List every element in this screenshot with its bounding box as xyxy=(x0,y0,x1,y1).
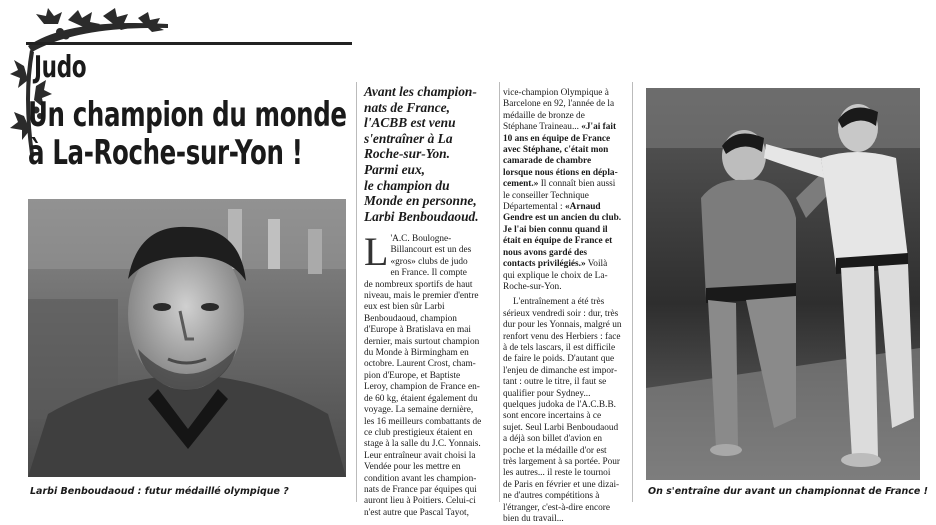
column-divider xyxy=(632,82,633,502)
column-2-text: vice-champion Olympique à Barcelone en 92, l'année de la médaille de bronze de Stéphane Traineau... xyxy=(503,88,615,133)
column-divider xyxy=(499,82,500,502)
headline-line-1: Un champion du monde xyxy=(28,95,347,135)
column-1-text: 'A.C. Boulogne- Billancourt est un des «gros» clubs de judo en France. Il compte de nombreux sportifs de haut niveau, mais le premier d'entre eux est bien sûr Larbi Benboudaoud, champion d'Europe à Bratislava en mai dernier, mais surtout champion du Monde à Birmingham en octobre. Laurent Crost, cham- pion d'Europe, et Baptiste Leroy, champion de France en- de 60 kg, étaient également du voyage. La semaine dernière, les 16 meilleurs combattants de ce club prestigieux étaient en stage à la salle du J.C. Yonnais. Leur entraîneur avait choisi la Vendée pour les mettre en condition avant les champion- nats de France par équipes qui auront lieu à Poitiers. Celui-ci n'est autre que Pascal Tayot, xyxy=(364,234,482,518)
training-caption: On s'entraîne dur avant un championnat de France ! xyxy=(648,486,928,497)
header-rule xyxy=(26,42,352,45)
portrait-photo xyxy=(28,199,346,477)
quote-traineau: «J'ai fait 10 ans en équipe de France avec Stéphane, c'était mon camarade de chambre lorsque nous étions en dépla- cement.» xyxy=(503,122,618,190)
training-photo xyxy=(646,88,920,480)
column-2-text: Il connaît bien aussi le conseiller Technique Départemental : xyxy=(503,179,616,213)
column-2-paragraph-1 xyxy=(503,88,627,293)
column-2-text: Voilà qui explique le choix de La- Roche-sur-Yon. xyxy=(503,259,608,292)
portrait-caption: Larbi Benboudaoud : futur médaillé olympique ? xyxy=(30,486,289,497)
column-divider xyxy=(356,82,357,502)
headline xyxy=(28,96,366,172)
article-column-2 xyxy=(503,88,627,525)
lead-text: Avant les champion- nats de France, l'ACBB est venu s'entraîner à La Roche-sur-Yon. Parmi eux, le champion du Monde en personne, Larbi Benboudaoud. xyxy=(364,84,479,224)
section-label: Judo xyxy=(34,50,87,85)
article-lead xyxy=(364,84,496,224)
headline-line-2: à La-Roche-sur-Yon ! xyxy=(28,133,303,173)
column-2-paragraph-2: L'entraînement a été très sérieux vendredi soir : dur, très dur pour les Yonnais, malgré un renfort venu des Herbiers : face à de tels lascars, il est difficile de faire le poids. D'autant que l'enjeu de dimanche est impor- tant : outre le titre, il faut se qualifier pour Sydney... quelques judoka de l'A.C.B.B. sont encore incertains à ce sujet. Seul Larbi Benboudaoud a déjà son billet d'avion en poche et la médaille d'or est très largement à sa portée. Pour les autres... il reste le tournoi de Paris en février et une dizai- ne d'autres compétitions à l'étranger, c'est-à-dire encore bien du travail... xyxy=(503,297,622,525)
drop-cap: L xyxy=(364,229,389,274)
quote-gendre: «Arnaud Gendre est un ancien du club. Je l'ai bien connu quand il était en équipe de France et nous avons gardé des contacts privilégiés.» xyxy=(503,202,622,270)
article-column-1 xyxy=(364,229,496,519)
